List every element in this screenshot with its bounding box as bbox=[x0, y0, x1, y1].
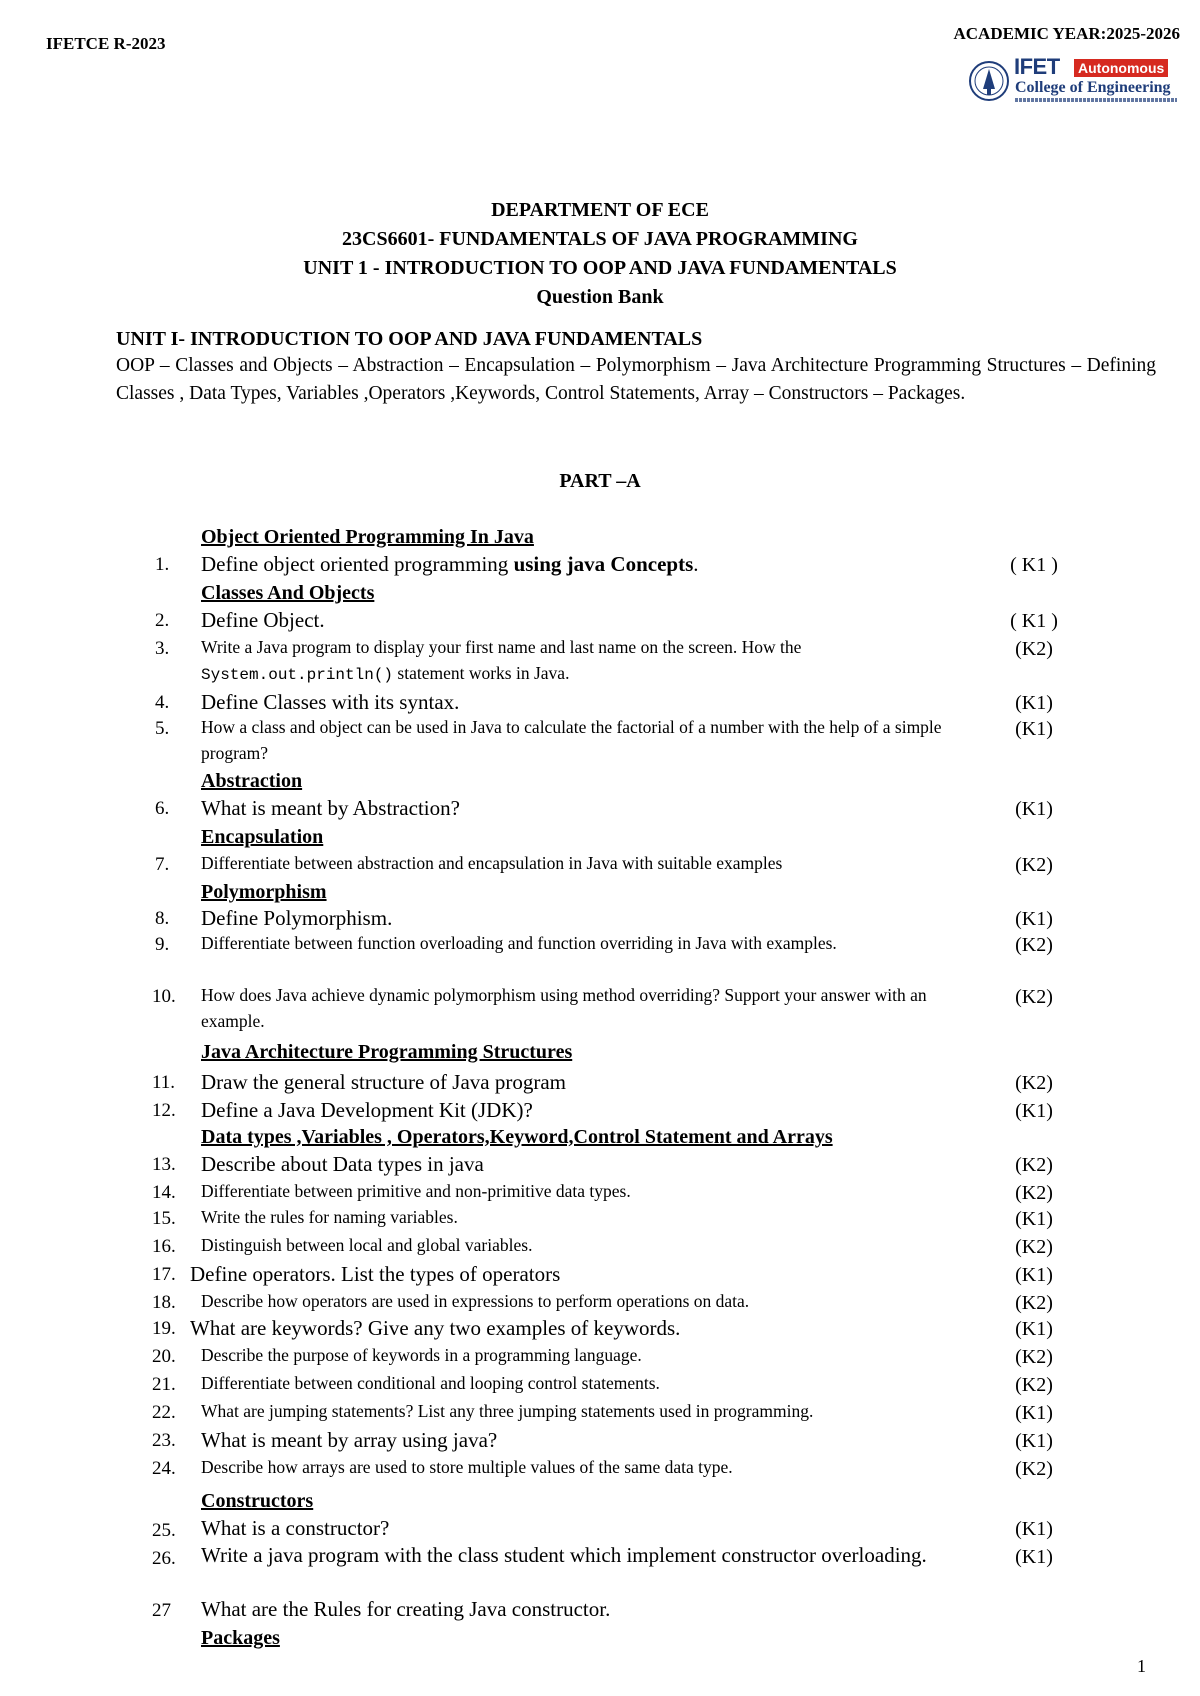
question-text: Differentiate between function overloading and function overriding in Java with examples. bbox=[201, 933, 837, 953]
knowledge-level: (K1) bbox=[1015, 1518, 1053, 1540]
question-text-part: Define object oriented programming bbox=[201, 552, 514, 576]
question-number: 20. bbox=[152, 1346, 176, 1367]
question-text: How a class and object can be used in Java to calculate the factorial of a number with the help of a simple program? bbox=[201, 717, 942, 763]
unit-title: UNIT 1 - INTRODUCTION TO OOP AND JAVA FUNDAMENTALS bbox=[303, 257, 897, 279]
regulation-label: IFETCE R-2023 bbox=[46, 34, 166, 53]
question-number: 16. bbox=[152, 1236, 176, 1257]
knowledge-level: (K1) bbox=[1015, 1264, 1053, 1286]
question-number: 4. bbox=[155, 692, 170, 713]
question-number: 6. bbox=[155, 798, 170, 819]
course-title: 23CS6601- FUNDAMENTALS OF JAVA PROGRAMMING bbox=[342, 228, 858, 250]
knowledge-level: (K2) bbox=[1015, 638, 1053, 660]
knowledge-level: (K2) bbox=[1015, 1346, 1053, 1368]
knowledge-level: (K2) bbox=[1015, 1458, 1053, 1480]
knowledge-level: (K1) bbox=[1015, 908, 1053, 930]
question-text: How does Java achieve dynamic polymorphism using method overriding? Support your answer with an example. bbox=[201, 985, 927, 1031]
knowledge-level: (K1) bbox=[1015, 1318, 1053, 1340]
page-number: 1 bbox=[1137, 1656, 1146, 1676]
syllabus-heading: UNIT I- INTRODUCTION TO OOP AND JAVA FUNDAMENTALS bbox=[116, 328, 703, 350]
question-text: What are the Rules for creating Java constructor. bbox=[201, 1597, 611, 1621]
question-number: 8. bbox=[155, 908, 170, 929]
section-heading: Packages bbox=[201, 1627, 280, 1649]
logo-subtitle: College of Engineering bbox=[1015, 79, 1171, 96]
question-number: 23. bbox=[152, 1430, 176, 1451]
logo-badge: Autonomous bbox=[1074, 59, 1168, 77]
question-text: What is meant by Abstraction? bbox=[201, 796, 460, 820]
question-number: 12. bbox=[152, 1100, 176, 1121]
question-number: 10. bbox=[152, 986, 176, 1007]
question-text: Describe the purpose of keywords in a programming language. bbox=[201, 1345, 642, 1365]
knowledge-level: (K1) bbox=[1015, 718, 1053, 740]
question-text: Describe how arrays are used to store multiple values of the same data type. bbox=[201, 1457, 733, 1477]
question-text: Write a java program with the class student which implement constructor overloading. bbox=[201, 1543, 927, 1567]
question-number: 24. bbox=[152, 1458, 176, 1479]
question-number: 14. bbox=[152, 1182, 176, 1203]
knowledge-level: (K1) bbox=[1015, 1402, 1053, 1424]
question-number: 13. bbox=[152, 1154, 176, 1175]
question-number: 22. bbox=[152, 1402, 176, 1423]
question-text: Distinguish between local and global variables. bbox=[201, 1235, 533, 1255]
syllabus-text: OOP – Classes and Objects – Abstraction – Encapsulation – Polymorphism – Java Architecture Programming Structures – Defining Classes , Data Types, Variables ,Operators ,Keywords, Control Statements, Array – Constructors – Packages. bbox=[116, 355, 1156, 404]
question-text: Write the rules for naming variables. bbox=[201, 1207, 458, 1227]
knowledge-level: ( K1 ) bbox=[1010, 610, 1058, 632]
question-text-bold: using java Concepts bbox=[513, 552, 694, 576]
question-number: 18. bbox=[152, 1292, 176, 1313]
question-text: What is meant by array using java? bbox=[201, 1428, 498, 1452]
question-text: Differentiate between conditional and looping control statements. bbox=[201, 1373, 660, 1393]
question-text: What are jumping statements? List any three jumping statements used in programming. bbox=[201, 1401, 814, 1421]
knowledge-level: (K1) bbox=[1015, 692, 1053, 714]
question-text bbox=[201, 552, 991, 576]
question-text: What is a constructor? bbox=[201, 1516, 390, 1540]
knowledge-level: (K1) bbox=[1015, 1100, 1053, 1122]
question-text-part: . bbox=[693, 552, 699, 576]
knowledge-level: (K2) bbox=[1015, 1154, 1053, 1176]
knowledge-level: (K2) bbox=[1015, 1374, 1053, 1396]
question-text: Define operators. List the types of operators bbox=[190, 1262, 561, 1286]
knowledge-level: (K1) bbox=[1015, 1546, 1053, 1568]
question-text-part: statement works in Java. bbox=[393, 663, 570, 683]
question-code: System.out.println() bbox=[201, 666, 394, 684]
section-heading: Classes And Objects bbox=[201, 582, 375, 604]
question-text: Differentiate between primitive and non-primitive data types. bbox=[201, 1181, 631, 1201]
question-number: 1. bbox=[155, 554, 170, 575]
doc-type: Question Bank bbox=[536, 286, 664, 308]
knowledge-level: (K1) bbox=[1015, 1208, 1053, 1230]
knowledge-level: (K2) bbox=[1015, 934, 1053, 956]
knowledge-level: (K2) bbox=[1015, 1072, 1053, 1094]
knowledge-level: (K2) bbox=[1015, 1236, 1053, 1258]
knowledge-level: (K2) bbox=[1015, 1292, 1053, 1314]
question-number: 26. bbox=[152, 1548, 176, 1569]
question-number: 9. bbox=[155, 934, 170, 955]
knowledge-level: (K2) bbox=[1015, 1182, 1053, 1204]
question-number: 5. bbox=[155, 718, 170, 739]
section-heading: Polymorphism bbox=[201, 881, 327, 903]
question-number: 17. bbox=[152, 1264, 176, 1285]
question-text: What are keywords? Give any two examples of keywords. bbox=[190, 1316, 681, 1340]
question-text: Define Object. bbox=[201, 608, 325, 632]
section-heading: Data types ,Variables , Operators,Keyword,Control Statement and Arrays bbox=[201, 1126, 833, 1148]
knowledge-level: ( K1 ) bbox=[1010, 554, 1058, 576]
section-heading: Abstraction bbox=[201, 770, 303, 792]
question-text-part: Write a Java program to display your first name and last name on the screen. How the bbox=[201, 637, 802, 657]
knowledge-level: (K2) bbox=[1015, 986, 1053, 1008]
question-text: Describe how operators are used in expressions to perform operations on data. bbox=[201, 1291, 750, 1311]
question-number: 3. bbox=[155, 638, 170, 659]
question-number: 27 bbox=[152, 1600, 171, 1621]
question-number: 19. bbox=[152, 1318, 176, 1339]
question-number: 2. bbox=[155, 610, 170, 631]
question-text: Define Classes with its syntax. bbox=[201, 690, 460, 714]
section-heading: Object Oriented Programming In Java bbox=[201, 526, 534, 548]
section-heading: Java Architecture Programming Structures bbox=[201, 1041, 573, 1063]
knowledge-level: (K2) bbox=[1015, 854, 1053, 876]
department-title: DEPARTMENT OF ECE bbox=[491, 199, 709, 221]
knowledge-level: (K1) bbox=[1015, 798, 1053, 820]
question-text: Define a Java Development Kit (JDK)? bbox=[201, 1098, 533, 1122]
question-number: 21. bbox=[152, 1374, 176, 1395]
question-text bbox=[201, 634, 991, 688]
question-text: Describe about Data types in java bbox=[201, 1152, 484, 1176]
part-label: PART –A bbox=[559, 470, 641, 492]
question-text: Draw the general structure of Java program bbox=[201, 1070, 567, 1094]
question-number: 7. bbox=[155, 854, 170, 875]
question-text: Define Polymorphism. bbox=[201, 906, 393, 930]
question-text: Differentiate between abstraction and encapsulation in Java with suitable examples bbox=[201, 853, 783, 873]
question-number: 11. bbox=[152, 1072, 176, 1093]
question-number: 15. bbox=[152, 1208, 176, 1229]
section-heading: Encapsulation bbox=[201, 826, 324, 848]
knowledge-level: (K1) bbox=[1015, 1430, 1053, 1452]
logo-name: IFET bbox=[1014, 54, 1060, 79]
section-heading: Constructors bbox=[201, 1490, 314, 1512]
academic-year: ACADEMIC YEAR:2025-2026 bbox=[953, 24, 1180, 43]
question-number: 25. bbox=[152, 1520, 176, 1541]
